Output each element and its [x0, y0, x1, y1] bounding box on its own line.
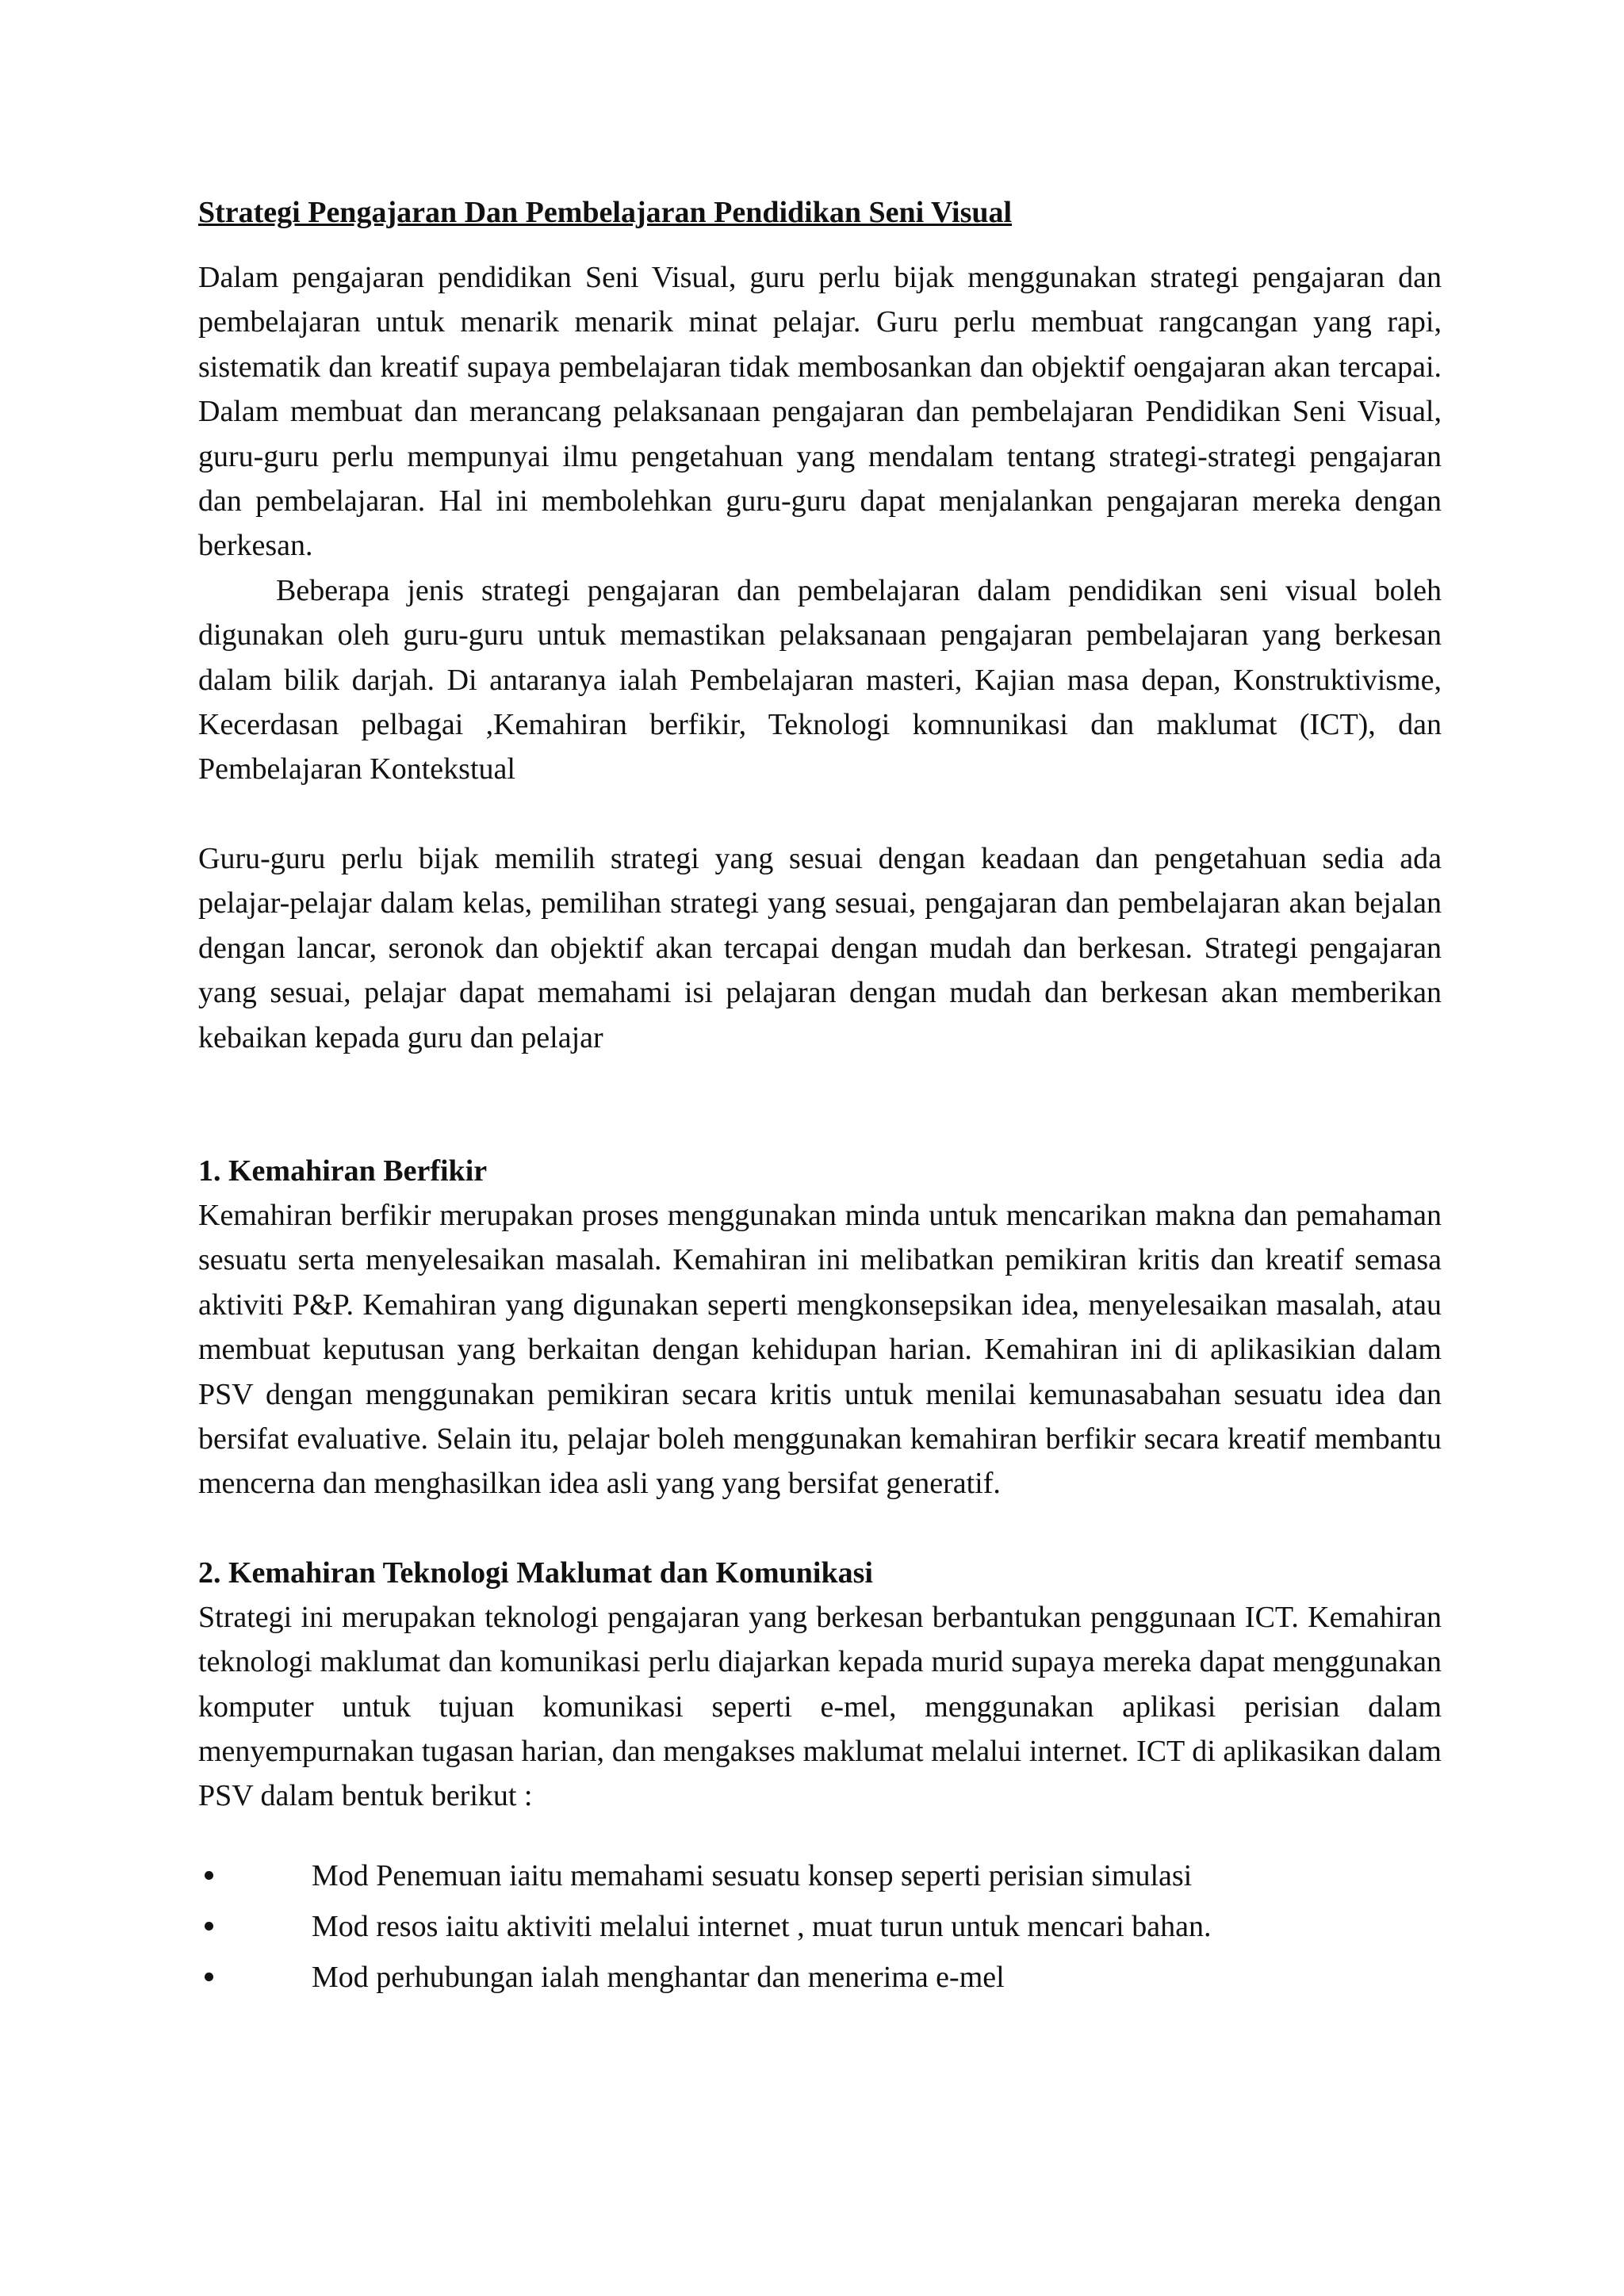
bullet-icon — [205, 1871, 213, 1880]
section-2-body: Strategi ini merupakan teknologi pengajaran yang berkesan berbantukan penggunaan ICT. Kemahiran teknologi maklumat dan komunikasi perlu diajarkan kepada murid supaya mereka dapat menggunakan komputer untuk tujuan komunikasi seperti e-mel, menggunakan aplikasi perisian dalam menyempurnakan tugasan harian, dan mengakses maklumat melalui internet. ICT di aplikasikan dalam PSV dalam bentuk berikut : — [198, 1600, 1442, 1813]
list-item — [198, 1850, 1442, 1901]
section-1-heading: 1. Kemahiran Berfikir — [198, 1154, 488, 1188]
document-title: Strategi Pengajaran Dan Pembelajaran Pendidikan Seni Visual — [198, 196, 1013, 229]
spacer — [198, 1506, 1442, 1551]
selection-paragraph: Guru-guru perlu bijak memilih strategi yang sesuai dengan keadaan dan pengetahuan sedia ada pelajar-pelajar dalam kelas, pemilihan strategi yang sesuai, pengajaran dan pembelajaran akan bejalan dengan lancar, seronok dan objektif akan tercapai dengan mudah dan berkesan. Strategi pengajaran yang sesuai, pelajar dapat memahami isi pelajaran dengan mudah dan berkesan akan memberikan kebaikan kepada guru dan pelajar — [198, 841, 1442, 1054]
section-2-heading: 2. Kemahiran Teknologi Maklumat dan Komunikasi — [198, 1556, 873, 1590]
list-item-text: Mod Penemuan iaitu memahami sesuatu konsep seperti perisian simulasi — [312, 1858, 1193, 1892]
bullet-icon — [205, 1922, 213, 1931]
list-item — [198, 1952, 1442, 2003]
spacer — [198, 1060, 1442, 1149]
document-page — [198, 190, 1442, 2003]
list-item-text: Mod perhubungan ialah menghantar dan menerima e-mel — [312, 1960, 1005, 1994]
spacer — [198, 792, 1442, 836]
ict-mode-list — [198, 1850, 1442, 2003]
intro-paragraph: Dalam pengajaran pendidikan Seni Visual, guru perlu bijak menggunakan strategi pengajaran dan pembelajaran untuk menarik menarik minat pelajar. Guru perlu membuat rangcangan yang rapi, sistematik dan kreatif supaya pembelajaran tidak membosankan dan objektif oengajaran akan tercapai. Dalam membuat dan merancang pelaksanaan pengajaran dan pembelajaran Pendidikan Seni Visual, guru-guru perlu mempunyai ilmu pengetahuan yang mendalam tentang strategi-strategi pengajaran dan pembelajaran. Hal ini membolehkan guru-guru dapat menjalankan pengajaran mereka dengan berkesan. — [198, 261, 1442, 563]
list-item — [198, 1901, 1442, 1952]
strategies-paragraph: Beberapa jenis strategi pengajaran dan pembelajaran dalam pendidikan seni visual boleh digunakan oleh guru-guru untuk memastikan pelaksanaan pengajaran pembelajaran yang berkesan dalam bilik darjah. Di antaranya ialah Pembelajaran masteri, Kajian masa depan, Konstruktivisme, Kecerdasan pelbagai ,Kemahiran berfikir, Teknologi komnunikasi dan maklumat (ICT), dan Pembelajaran Kontekstual — [198, 573, 1442, 786]
list-item-text: Mod resos iaitu aktiviti melalui internet , muat turun untuk mencari bahan. — [312, 1909, 1212, 1943]
bullet-icon — [205, 1973, 213, 1981]
section-1-body: Kemahiran berfikir merupakan proses menggunakan minda untuk mencarikan makna dan pemahaman sesuatu serta menyelesaikan masalah. Kemahiran ini melibatkan pemikiran kritis dan kreatif semasa aktiviti P&P. Kemahiran yang digunakan seperti mengkonsepsikan idea, menyelesaikan masalah, atau membuat keputusan yang berkaitan dengan kehidupan harian. Kemahiran ini di aplikasikian dalam PSV dengan menggunakan pemikiran secara kritis untuk menilai kemunasabahan sesuatu idea dan bersifat evaluative. Selain itu, pelajar boleh menggunakan kemahiran berfikir secara kreatif membantu mencerna dan menghasilkan idea asli yang yang bersifat generatif. — [198, 1198, 1442, 1501]
